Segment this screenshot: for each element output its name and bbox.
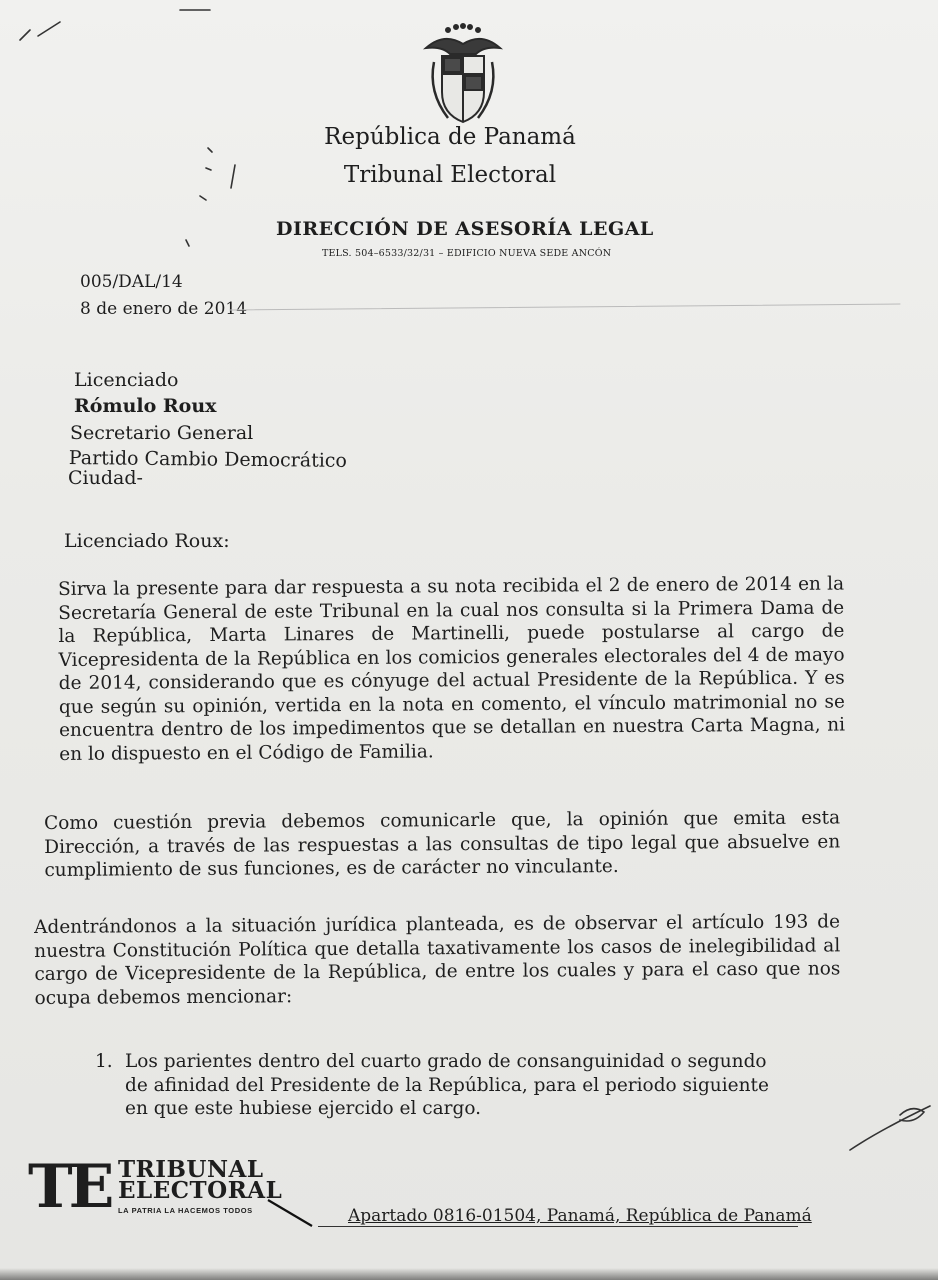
tribunal-electoral-logo [28, 1152, 318, 1228]
list-item-number: 1. [95, 1051, 113, 1072]
letterhead-institution: Tribunal Electoral [343, 162, 557, 188]
logo-line-2: ELECTORAL [118, 1177, 283, 1204]
addressee-position: Secretario General [70, 422, 254, 444]
body-paragraph: Como cuestión previa debemos comunicarle que, la opinión que emita esta Dirección, a través de las respuestas a las consultas de tipo legal que absuelve en cumplimiento de sus funciones, es de carácter no vinculante. [44, 807, 841, 881]
letterhead-contact: TELS. 504–6533/32/31 – EDIFICIO NUEVA SEDE ANCÓN [322, 248, 612, 259]
letterhead-country: República de Panamá [324, 124, 576, 150]
footer-rule [318, 1226, 798, 1227]
addressee-title: Licenciado [74, 369, 179, 391]
body-paragraph: Sirva la presente para dar respuesta a su nota recibida el 2 de enero de 2014 en la Secretaría General de este Tribunal en la cual nos consulta si la Primera Dama de la República, Marta Linares de Martinelli, puede postularse al cargo de Vicepresidenta de la República en los comicios generales electorales del 4 de mayo de 2014, considerando que es cónyuge del actual Presidente de la República. Y es que según su opinión, vertida en la nota en comento, el vínculo matrimonial no se encuentra dentro de los impedimentos que se detallan en nuestra Carta Magna, ni en lo dispuesto en el Código de Familia. [58, 573, 846, 765]
body-paragraph: Adentrándonos a la situación jurídica planteada, es de observar el artículo 193 de nuestra Constitución Política que detalla taxativamente los casos de inelegibilidad al cargo de Vicepresidente de la República, de entre los cuales y para el caso que nos ocupa debemos mencionar: [34, 911, 841, 1009]
addressee-organization: Partido Cambio Democrático [68, 446, 348, 472]
footer-address: Apartado 0816-01504, Panamá, República de Panamá [348, 1206, 812, 1226]
reference-number: 005/DAL/14 [80, 272, 183, 292]
letter-date: 8 de enero de 2014 [80, 299, 248, 319]
logo-tagline: LA PATRIA LA HACEMOS TODOS [118, 1206, 253, 1215]
logo-mark: TE [28, 1152, 111, 1222]
page-edge-shadow [0, 1268, 938, 1280]
letterhead-direction: DIRECCIÓN DE ASESORÍA LEGAL [276, 218, 654, 240]
list-item-text: Los parientes dentro del cuarto grado de consanguinidad o segundo de afinidad del Presidente de la República, para el periodo siguiente en que este hubiese ejercido el cargo. [125, 1051, 769, 1119]
salutation: Licenciado Roux: [64, 530, 230, 552]
logo-line-1: TRIBUNAL [118, 1156, 264, 1183]
coat-of-arms-icon [420, 22, 506, 126]
addressee-city: Ciudad- [68, 467, 143, 489]
addressee-name: Rómulo Roux [74, 395, 217, 417]
